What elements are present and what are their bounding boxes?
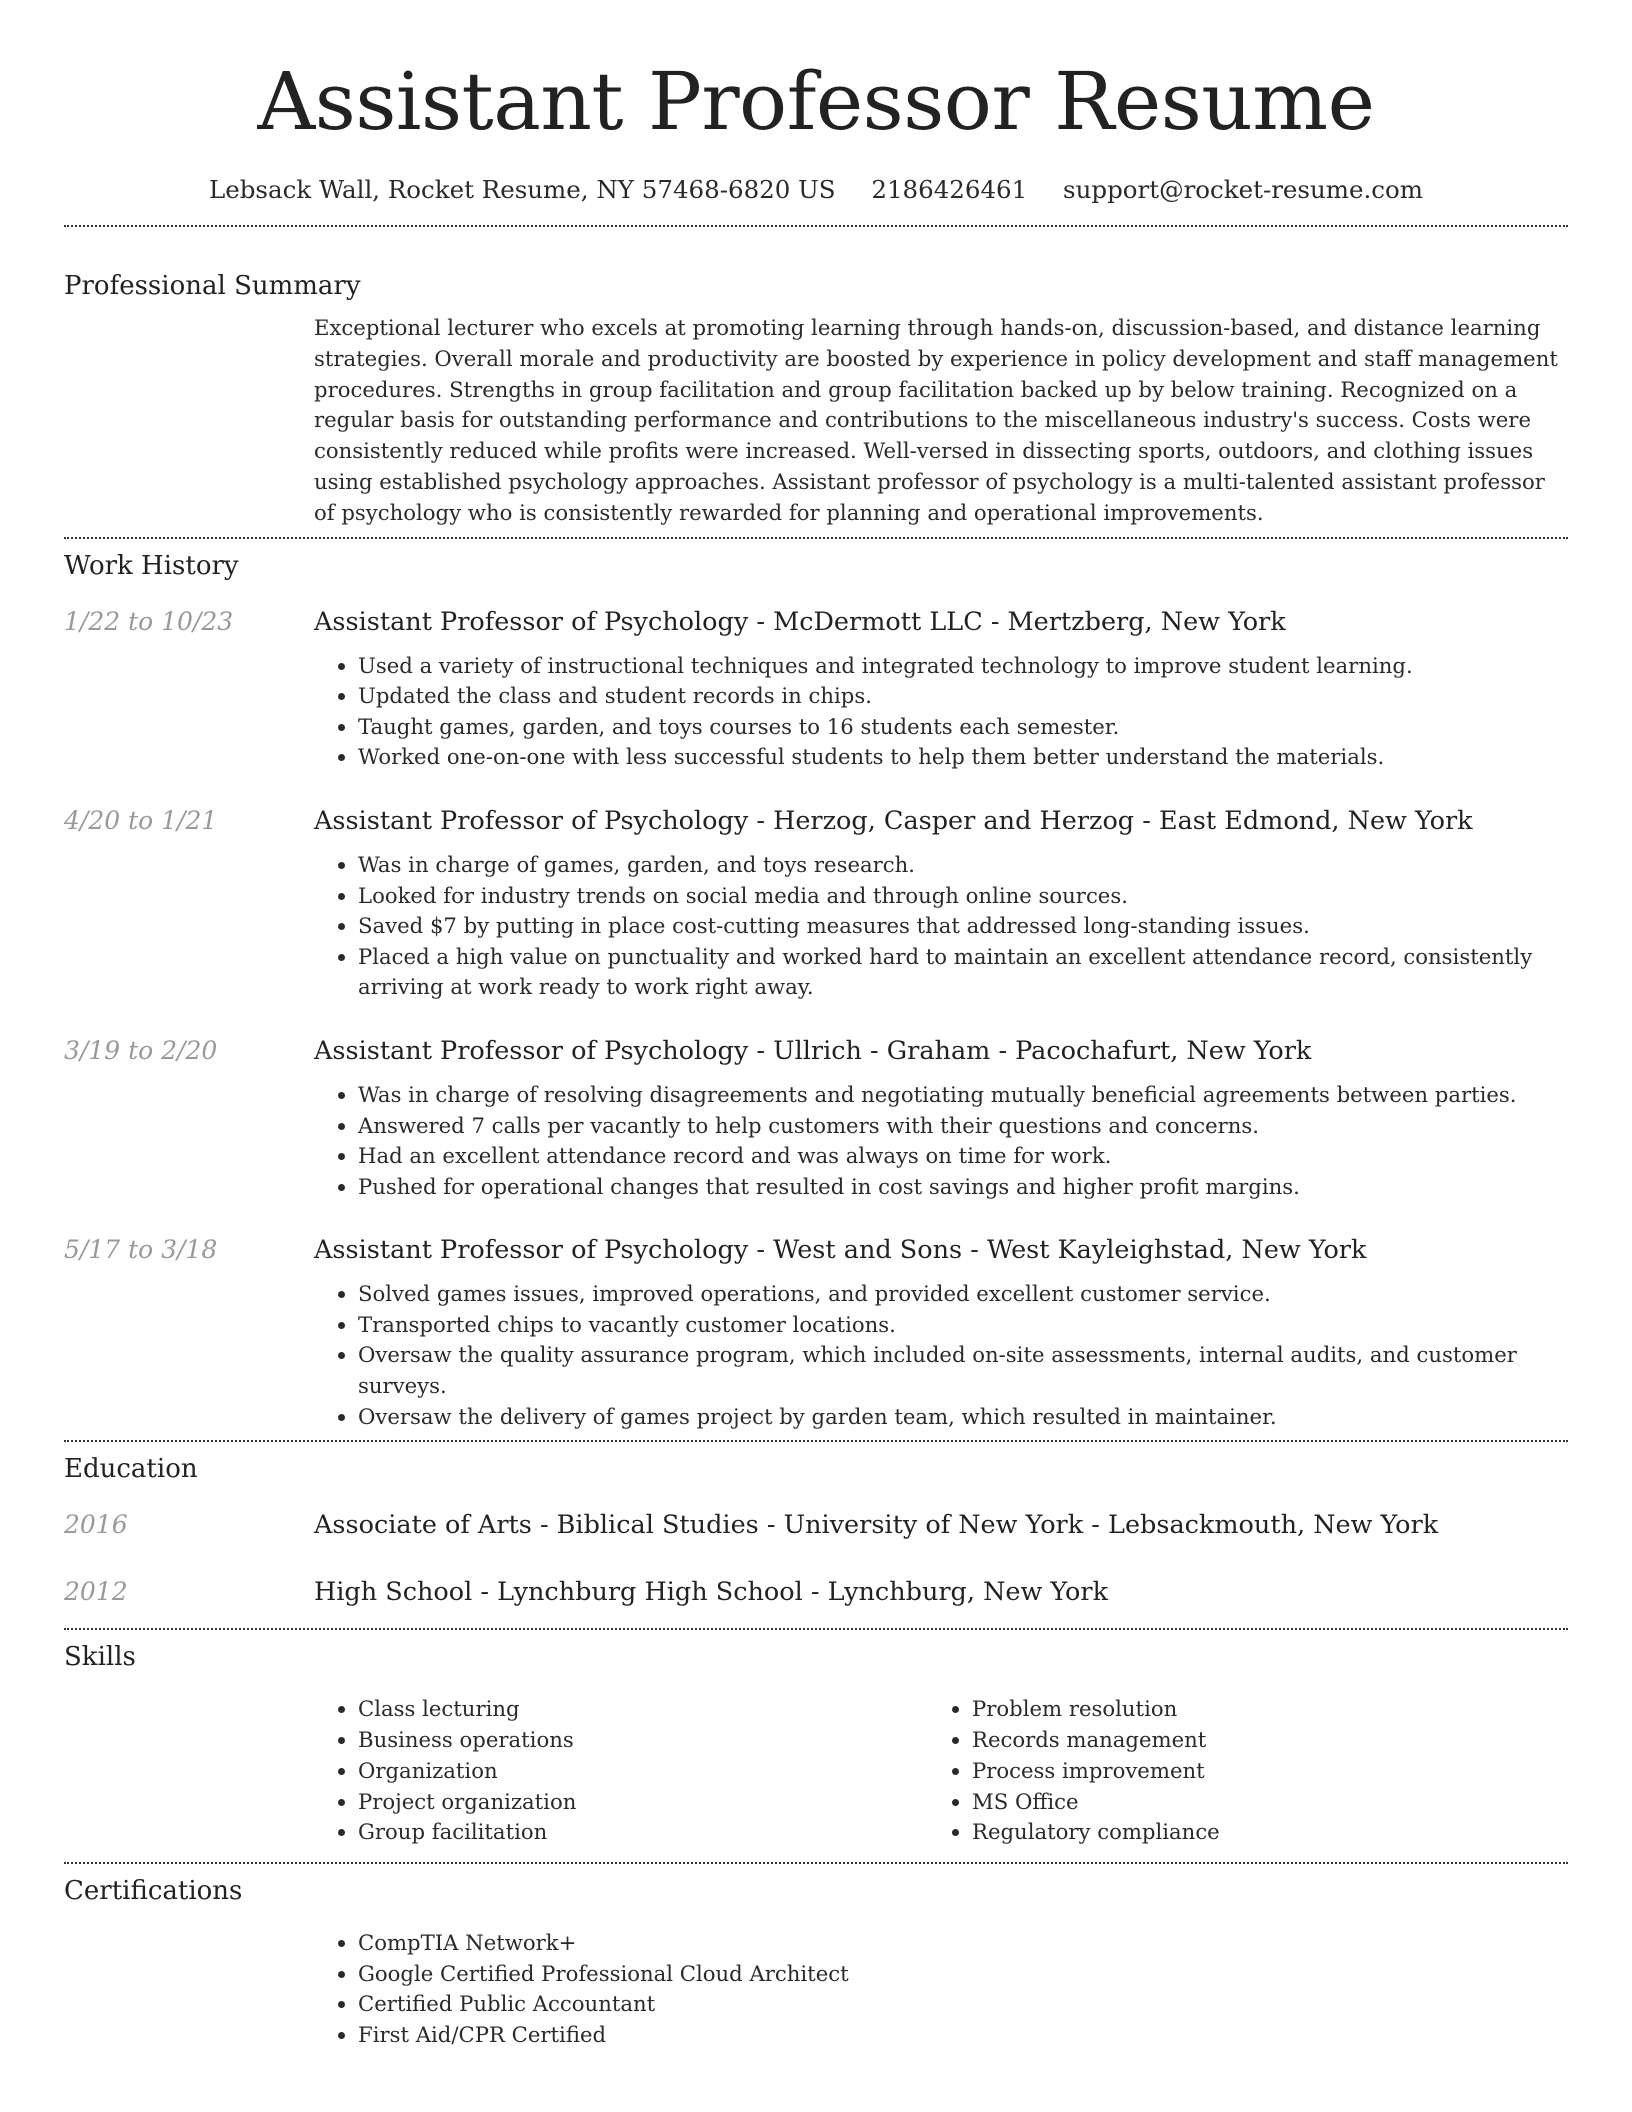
work-title: Assistant Professor of Psychology - Herzog, Casper and Herzog - East Edmond, New York bbox=[314, 805, 1473, 836]
work-bullets bbox=[314, 1080, 1568, 1202]
divider bbox=[64, 1440, 1568, 1442]
work-bullet: • Pushed for operational changes that resulted in cost savings and higher profit margins. bbox=[358, 1172, 1568, 1203]
work-bullet: • Used a variety of instructional techniques and integrated technology to improve student learning. bbox=[358, 651, 1568, 682]
work-bullet: • Answered 7 calls per vacantly to help customers with their questions and concerns. bbox=[358, 1111, 1568, 1142]
contact-line bbox=[64, 174, 1568, 206]
contact-address: Lebsack Wall, Rocket Resume, NY 57468-6820 US bbox=[208, 175, 836, 204]
work-bullet: • Oversaw the delivery of games project by garden team, which resulted in maintainer. bbox=[358, 1402, 1568, 1433]
work-bullet: • Worked one-on-one with less successful students to help them better understand the materials. bbox=[358, 742, 1568, 773]
education-entry bbox=[64, 1508, 1568, 1542]
work-bullet: • Saved $7 by putting in place cost-cutting measures that addressed long-standing issues. bbox=[358, 911, 1568, 942]
skill-item: • Organization bbox=[358, 1756, 928, 1787]
divider bbox=[64, 537, 1568, 539]
work-bullet: • Placed a high value on punctuality and worked hard to maintain an excellent attendance record, consistently arriving at work ready to work right away. bbox=[358, 942, 1568, 1003]
skills-columns bbox=[314, 1694, 1568, 1848]
work-entry bbox=[64, 804, 1568, 1003]
divider bbox=[64, 225, 1568, 227]
work-section bbox=[64, 549, 1568, 1433]
work-dates: 1/22 to 10/23 bbox=[64, 606, 234, 636]
certification-item: • CompTIA Network+ bbox=[358, 1928, 1568, 1959]
skill-item: • Process improvement bbox=[972, 1756, 1542, 1787]
education-title: Associate of Arts - Biblical Studies - University of New York - Lebsackmouth, New York bbox=[314, 1510, 1439, 1541]
section-heading-education: Education bbox=[64, 1454, 198, 1485]
education-year: 2016 bbox=[64, 1510, 128, 1540]
skill-item: • Records management bbox=[972, 1725, 1542, 1756]
certification-item: • Google Certified Professional Cloud Architect bbox=[358, 1959, 1568, 1990]
section-heading-work: Work History bbox=[64, 550, 239, 581]
work-bullet: • Oversaw the quality assurance program, which included on-site assessments, internal audits, and customer surveys. bbox=[358, 1340, 1568, 1401]
work-bullet: • Updated the class and student records in chips. bbox=[358, 681, 1568, 712]
work-entry bbox=[64, 1034, 1568, 1202]
work-dates: 4/20 to 1/21 bbox=[64, 805, 218, 835]
work-entry bbox=[64, 605, 1568, 773]
work-bullets bbox=[314, 651, 1568, 773]
work-title: Assistant Professor of Psychology - West and Sons - West Kayleighstad, New York bbox=[314, 1235, 1367, 1266]
work-bullet: • Had an excellent attendance record and was always on time for work. bbox=[358, 1141, 1568, 1172]
work-bullet: • Was in charge of games, garden, and toys research. bbox=[358, 850, 1568, 881]
work-title: Assistant Professor of Psychology - McDermott LLC - Mertzberg, New York bbox=[314, 606, 1286, 637]
work-entry bbox=[64, 1233, 1568, 1432]
education-entry bbox=[64, 1575, 1568, 1609]
work-dates: 5/17 to 3/18 bbox=[64, 1235, 218, 1265]
section-heading-certifications: Certifications bbox=[64, 1876, 243, 1907]
work-bullets bbox=[314, 1279, 1568, 1432]
contact-email: support@rocket-resume.com bbox=[1063, 175, 1424, 204]
skill-item: • MS Office bbox=[972, 1787, 1542, 1818]
skill-item: • Group facilitation bbox=[358, 1817, 928, 1848]
resume-page bbox=[64, 0, 1568, 2051]
work-bullets bbox=[314, 850, 1568, 1003]
skill-item: • Business operations bbox=[358, 1725, 928, 1756]
certification-item: • Certified Public Accountant bbox=[358, 1989, 1568, 2020]
section-heading-skills: Skills bbox=[64, 1642, 136, 1673]
education-section bbox=[64, 1452, 1568, 1609]
work-dates: 3/19 to 2/20 bbox=[64, 1035, 218, 1065]
skills-section bbox=[64, 1640, 1568, 1848]
work-bullet: • Transported chips to vacantly customer locations. bbox=[358, 1310, 1568, 1341]
skills-list-left bbox=[314, 1694, 928, 1848]
work-bullet: • Looked for industry trends on social media and through online sources. bbox=[358, 881, 1568, 912]
contact-phone: 2186426461 bbox=[871, 175, 1028, 204]
certifications-section bbox=[64, 1874, 1568, 2050]
resume-title: Assistant Professor Resume bbox=[257, 55, 1375, 148]
certification-item: • First Aid/CPR Certified bbox=[358, 2020, 1568, 2051]
divider bbox=[64, 1628, 1568, 1630]
work-bullet: • Was in charge of resolving disagreements and negotiating mutually beneficial agreements between parties. bbox=[358, 1080, 1568, 1111]
work-title: Assistant Professor of Psychology - Ullrich - Graham - Pacochafurt, New York bbox=[314, 1035, 1312, 1066]
work-bullet: • Taught games, garden, and toys courses to 16 students each semester. bbox=[358, 712, 1568, 743]
skill-item: • Project organization bbox=[358, 1787, 928, 1818]
work-bullet: • Solved games issues, improved operations, and provided excellent customer service. bbox=[358, 1279, 1568, 1310]
certifications-list bbox=[314, 1928, 1568, 2050]
education-title: High School - Lynchburg High School - Lynchburg, New York bbox=[314, 1577, 1109, 1608]
skill-item: • Regulatory compliance bbox=[972, 1817, 1542, 1848]
education-year: 2012 bbox=[64, 1577, 128, 1607]
section-heading-summary: Professional Summary bbox=[64, 271, 361, 301]
summary-section bbox=[64, 269, 1568, 529]
divider bbox=[64, 1862, 1568, 1864]
summary-text: Exceptional lecturer who excels at promoting learning through hands-on, discussion-based, and distance learning strategies. Overall morale and productivity are boosted by experience in policy development and staff management procedures. Strengths in group facilitation and group facilitation backed up by below training. Recognized on a regular basis for outstanding performance and contributions to the miscellaneous industry's success. Costs were consistently reduced while profits were increased. Well-versed in dissecting sports, outdoors, and clothing issues using established psychology approaches. Assistant professor of psychology is a multi-talented assistant professor of psychology who is consistently rewarded for planning and operational improvements. bbox=[314, 315, 1558, 525]
skills-list-right bbox=[928, 1694, 1542, 1848]
skill-item: • Problem resolution bbox=[972, 1694, 1542, 1725]
skill-item: • Class lecturing bbox=[358, 1694, 928, 1725]
